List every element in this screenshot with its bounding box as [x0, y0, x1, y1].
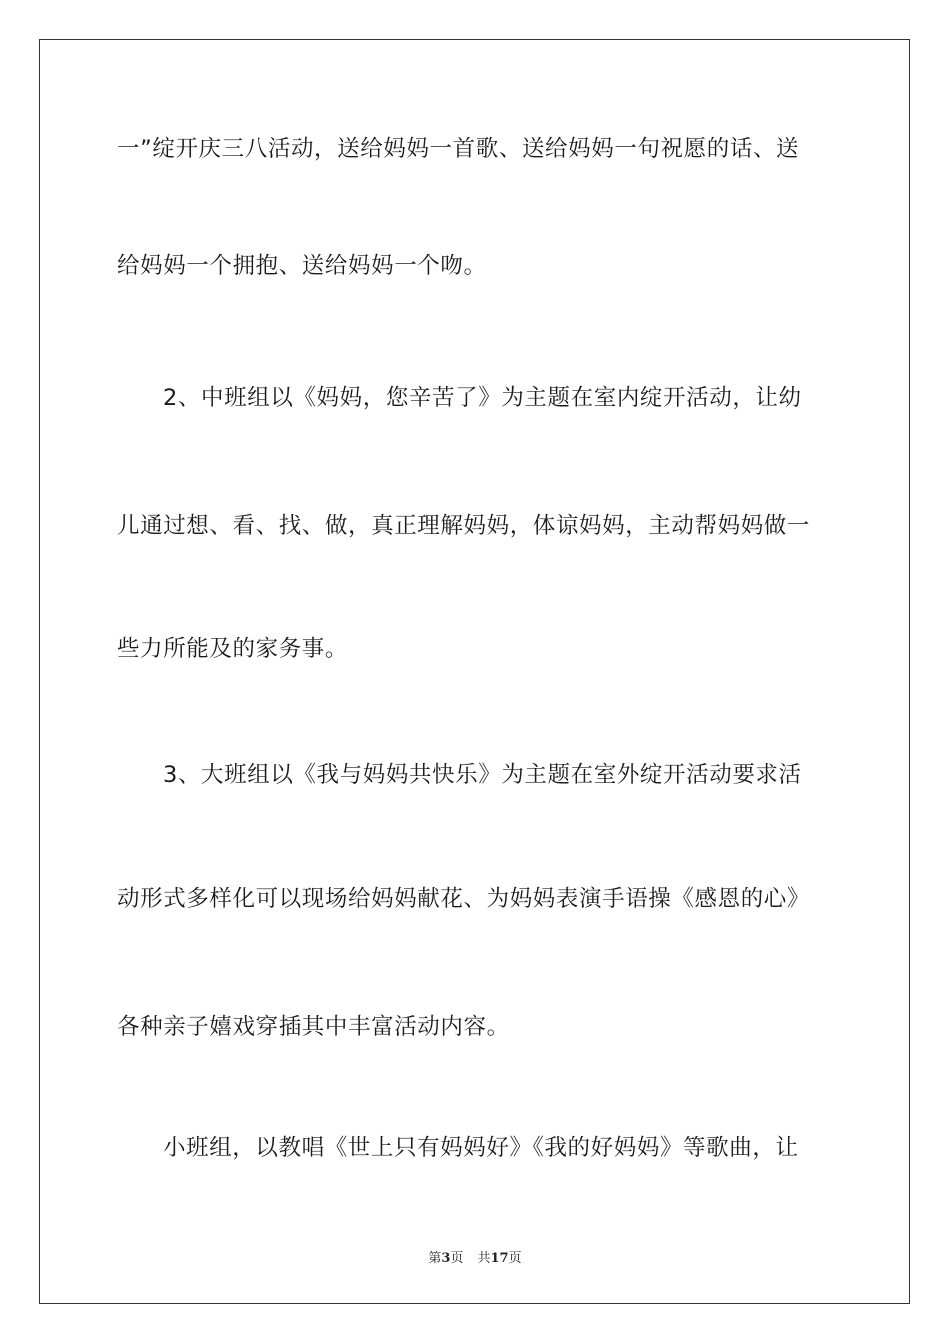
body-text-line: 给妈妈一个拥抱、送给妈妈一个吻。 [117, 253, 487, 279]
body-text-line: 一”绽开庆三八活动，送给妈妈一首歌、送给妈妈一句祝愿的话、送 [117, 136, 800, 162]
body-text-line: 些力所能及的家务事。 [117, 636, 349, 662]
paragraph-start-line: 小班组，以教唱《世上只有妈妈好》《我的好妈妈》等歌曲，让 [163, 1135, 799, 1161]
total-suffix: 页 [508, 1251, 522, 1266]
body-text-line: 儿通过想、看、找、做，真正理解妈妈，体谅妈妈，主动帮妈妈做一 [117, 513, 811, 539]
body-text-line: 各种亲子嬉戏穿插其中丰富活动内容。 [117, 1014, 510, 1040]
total-pages-number: 17 [490, 1251, 509, 1266]
page-border [39, 39, 910, 1304]
current-page-number: 3 [441, 1251, 451, 1266]
paragraph-start-line: 3、大班组以《我与妈妈共快乐》为主题在室外绽开活动要求活 [163, 762, 802, 788]
body-text-line: 动形式多样化可以现场给妈妈献花、为妈妈表演手语操《感恩的心》 [117, 886, 811, 912]
page-prefix: 第 [428, 1251, 442, 1266]
total-prefix: 共 [477, 1251, 491, 1266]
page-footer [0, 1247, 950, 1266]
page-suffix: 页 [450, 1251, 464, 1266]
paragraph-start-line: 2、中班组以《妈妈，您辛苦了》为主题在室内绽开活动，让幼 [163, 385, 802, 411]
